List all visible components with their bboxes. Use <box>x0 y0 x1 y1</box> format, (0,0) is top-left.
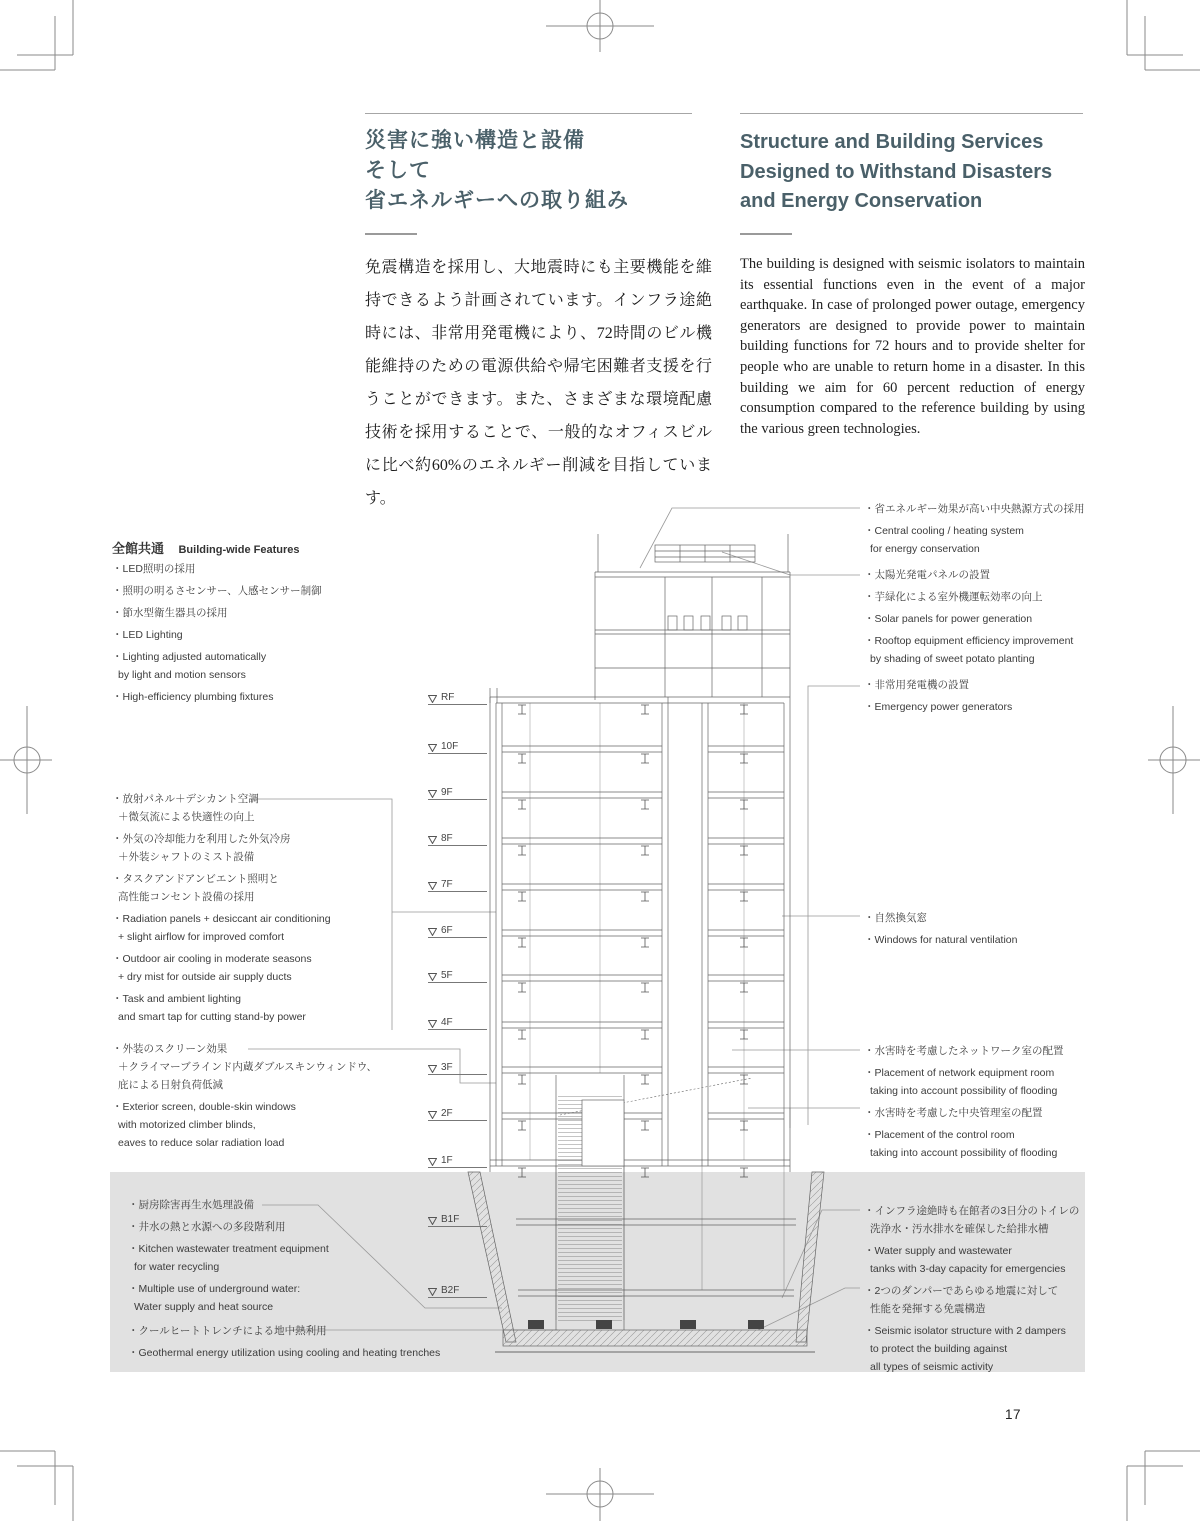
annotation-line: by shading of sweet potato planting <box>870 653 1035 665</box>
annotation-line: ・外気の冷却能力を利用した外気冷房 <box>112 833 291 845</box>
title-line: 災害に強い構造と設備 <box>365 129 585 152</box>
annotation-line: 高性能コンセント設備の採用 <box>118 891 255 903</box>
floor-label-3f <box>428 1058 487 1075</box>
building-wide-features-header <box>112 538 299 558</box>
floor-label-text: 6F <box>441 925 453 936</box>
annotation-line: ・省エネルギー効果が高い中央熱源方式の採用 <box>864 503 1085 515</box>
level-triangle-icon <box>428 928 437 936</box>
floor-label-text: 1F <box>441 1155 453 1166</box>
level-triangle-icon <box>428 1217 437 1225</box>
floor-label-text: 9F <box>441 787 453 798</box>
annotation-line: ・照明の明るさセンサー、人感センサー制御 <box>112 585 322 597</box>
annotation-line: 性能を発揮する免震構造 <box>870 1303 986 1315</box>
title-line: 省エネルギーへの取り組み <box>365 189 629 212</box>
floor-label-text: 8F <box>441 833 453 844</box>
floor-label-9f <box>428 783 487 800</box>
annotation-line: ・Geothermal energy utilization using cooling and heating trenches <box>128 1347 441 1359</box>
page-number: 17 <box>1005 1407 1022 1422</box>
annotation-line: eaves to reduce solar radiation load <box>118 1137 285 1149</box>
annotation-line: ＋クライマーブラインド内蔵ダブルスキンウィンドウ、 <box>118 1061 378 1073</box>
annotation-line: ・Water supply and wastewater <box>864 1245 1012 1257</box>
annotation-line: with motorized climber blinds, <box>118 1119 256 1131</box>
annotation-line: ・水害時を考慮した中央管理室の配置 <box>864 1107 1043 1119</box>
annotation-line: ・Seismic isolator structure with 2 dampers <box>864 1325 1066 1337</box>
level-triangle-icon <box>428 836 437 844</box>
annotation-block-solar <box>864 562 1073 668</box>
annotation-line: ・Outdoor air cooling in moderate seasons <box>112 953 312 965</box>
annotation-line: 庇による日射負荷低減 <box>118 1079 223 1091</box>
floor-label-7f <box>428 875 487 892</box>
annotation-line: ・芋緑化による室外機運転効率の向上 <box>864 591 1043 603</box>
floor-label-10f <box>428 737 487 754</box>
floor-label-b1f <box>428 1210 487 1227</box>
annotation-line: ・太陽光発電パネルの設置 <box>864 569 990 581</box>
level-triangle-icon <box>428 1020 437 1028</box>
center-mark-right <box>1148 706 1200 814</box>
annotation-line: and smart tap for cutting stand-by power <box>118 1011 306 1023</box>
corner-mark-top-left <box>0 0 73 70</box>
floor-label-text: 10F <box>441 741 459 752</box>
level-triangle-icon <box>428 744 437 752</box>
floor-label-text: RF <box>441 692 455 703</box>
annotation-line: ・Multiple use of underground water: <box>128 1283 301 1295</box>
annotation-line: 洗浄水・汚水排水を確保した給排水槽 <box>870 1223 1049 1235</box>
title-underline <box>740 233 792 235</box>
annotation-line: taking into account possibility of flooding <box>870 1147 1058 1159</box>
section-title-en: Building-wide Features <box>178 544 300 556</box>
annotation-block-generators <box>864 672 1012 716</box>
center-mark-left <box>0 706 52 814</box>
level-triangle-icon <box>428 1111 437 1119</box>
annotation-block-flood-planning <box>864 1038 1064 1162</box>
solar-panel <box>655 545 755 562</box>
annotation-line: Water supply and heat source <box>134 1301 274 1313</box>
annotation-line: to protect the building against <box>870 1343 1008 1355</box>
annotation-line: ・2つのダンパーであらゆる地震に対して <box>864 1285 1059 1297</box>
floor-label-text: 4F <box>441 1017 453 1028</box>
corner-mark-top-right <box>1127 0 1200 70</box>
level-triangle-icon <box>428 882 437 890</box>
annotation-line: for water recycling <box>134 1261 220 1273</box>
floor-label-2f <box>428 1104 487 1121</box>
divider <box>365 113 692 114</box>
annotation-block-tanks-seismic <box>864 1198 1079 1376</box>
annotation-line: ・クールヒートトレンチによる地中熱利用 <box>128 1325 327 1337</box>
floor-label-text: B2F <box>441 1285 460 1296</box>
annotation-line: ・自然換気窓 <box>864 912 927 924</box>
floor-label-4f <box>428 1013 487 1030</box>
center-mark-top <box>546 0 654 52</box>
annotation-line: ・LED Lighting <box>112 629 183 641</box>
annotation-line: ・Lighting adjusted automatically <box>112 651 267 663</box>
annotation-line: ・インフラ途絶時も在館者の3日分のトイレの <box>864 1205 1080 1217</box>
center-mark-bottom <box>546 1468 654 1521</box>
floor-label-text: 3F <box>441 1062 453 1073</box>
divider <box>740 113 1083 114</box>
intro-paragraph-jp: 免震構造を採用し、大地震時にも主要機能を維持できるよう計画されています。インフラ途絶時には、非常用発電機により、72時間のビル機能維持のための電源供給や帰宅困難者支援を行うことができます。また、さまざまな環境配慮技術を採用することで、一般的なオフィスビルに比べ約60%のエネルギー削減を目指しています。 <box>365 259 712 507</box>
annotation-block-central-cooling <box>864 496 1085 558</box>
floor-label-rf <box>428 688 487 705</box>
level-triangle-icon <box>428 1288 437 1296</box>
level-triangle-icon <box>428 695 437 703</box>
annotation-line: ・Central cooling / heating system <box>864 525 1024 537</box>
floor-label-8f <box>428 829 487 846</box>
level-triangle-icon <box>428 1065 437 1073</box>
annotation-line: ・放射パネル＋デシカント空調 <box>112 793 259 805</box>
annotation-line: ＋外装シャフトのミスト設備 <box>118 851 255 863</box>
annotation-line: ・Placement of the control room <box>864 1129 1015 1141</box>
title-line: そして <box>365 159 431 182</box>
page-title-jp <box>365 126 705 216</box>
floor-label-text: 7F <box>441 879 453 890</box>
annotation-line: ・厨房除害再生水処理設備 <box>128 1199 254 1211</box>
section-title-jp: 全館共通 <box>112 541 165 556</box>
steel-column-symbols <box>518 705 748 1177</box>
page-title-en <box>740 128 1100 217</box>
annotation-line: ・Placement of network equipment room <box>864 1067 1055 1079</box>
corner-mark-bottom-right <box>1127 1451 1200 1521</box>
annotation-line: ・Radiation panels + desiccant air conditioning <box>112 913 331 925</box>
annotation-line: ・Exterior screen, double-skin windows <box>112 1101 296 1113</box>
annotation-line: ＋微気流による快適性の向上 <box>118 811 255 823</box>
annotation-line: ・井水の熱と水源への多段階利用 <box>128 1221 286 1233</box>
annotation-line: ・Solar panels for power generation <box>864 613 1033 625</box>
intro-paragraph-en: The building is designed with seismic isolators to maintain its essential functions even in the event of a major earthquake. In case of prolonged power outage, emergency generators are designed to provide power to maintain building functions for 72 hours and to provide shelter for people who are unable to return home in a disaster. In this building we aim for 60 percent reduction of energy consumption compared to the reference building by using the various green technologies. <box>740 256 1085 437</box>
floor-label-b2f <box>428 1281 487 1298</box>
title-underline <box>365 233 417 235</box>
title-line: Designed to Withstand Disasters <box>740 160 1053 183</box>
annotation-line: for energy conservation <box>870 543 980 555</box>
title-line: Structure and Building Services <box>740 131 1044 153</box>
corner-mark-bottom-left <box>0 1451 73 1521</box>
annotation-block-hvac <box>112 786 331 1026</box>
annotation-line: ・Kitchen wastewater treatment equipment <box>128 1243 329 1255</box>
annotation-line: ・タスクアンドアンビエント照明と <box>112 873 279 885</box>
annotation-block-building-wide <box>112 556 322 706</box>
annotation-block-exterior-screen <box>112 1036 377 1152</box>
annotation-line: ・Task and ambient lighting <box>112 993 241 1005</box>
floor-label-6f <box>428 921 487 938</box>
floor-label-text: 2F <box>441 1108 453 1119</box>
annotation-line: + dry mist for outside air supply ducts <box>118 971 292 983</box>
annotation-line: ・非常用発電機の設置 <box>864 679 969 691</box>
annotation-line: all types of seismic activity <box>870 1361 994 1373</box>
level-triangle-icon <box>428 973 437 981</box>
annotation-line: ・節水型衛生器具の採用 <box>112 607 228 619</box>
level-triangle-icon <box>428 790 437 798</box>
title-line: and Energy Conservation <box>740 190 983 212</box>
annotation-line: ・Rooftop equipment efficiency improvement <box>864 635 1074 647</box>
annotation-line: ・水害時を考慮したネットワーク室の配置 <box>864 1045 1064 1057</box>
annotation-line: taking into account possibility of flooding <box>870 1085 1058 1097</box>
annotation-block-water-recycling <box>128 1192 329 1316</box>
floor-label-text: B1F <box>441 1214 460 1225</box>
level-triangle-icon <box>428 1158 437 1166</box>
annotation-block-geothermal <box>128 1318 440 1362</box>
annotation-line: ・LED照明の採用 <box>112 563 196 575</box>
annotation-line: + slight airflow for improved comfort <box>118 931 285 943</box>
floor-label-5f <box>428 966 487 983</box>
annotation-line: ・Emergency power generators <box>864 701 1013 713</box>
annotation-block-ventilation <box>864 905 1018 949</box>
annotation-line: by light and motion sensors <box>118 669 246 681</box>
elevator-shaft <box>582 1100 624 1166</box>
annotation-line: ・外装のスクリーン効果 <box>112 1043 228 1055</box>
floor-label-text: 5F <box>441 970 453 981</box>
annotation-line: ・Windows for natural ventilation <box>864 934 1018 946</box>
annotation-line: tanks with 3-day capacity for emergencies <box>870 1263 1066 1275</box>
floor-label-1f <box>428 1151 487 1168</box>
annotation-line: ・High-efficiency plumbing fixtures <box>112 691 274 703</box>
